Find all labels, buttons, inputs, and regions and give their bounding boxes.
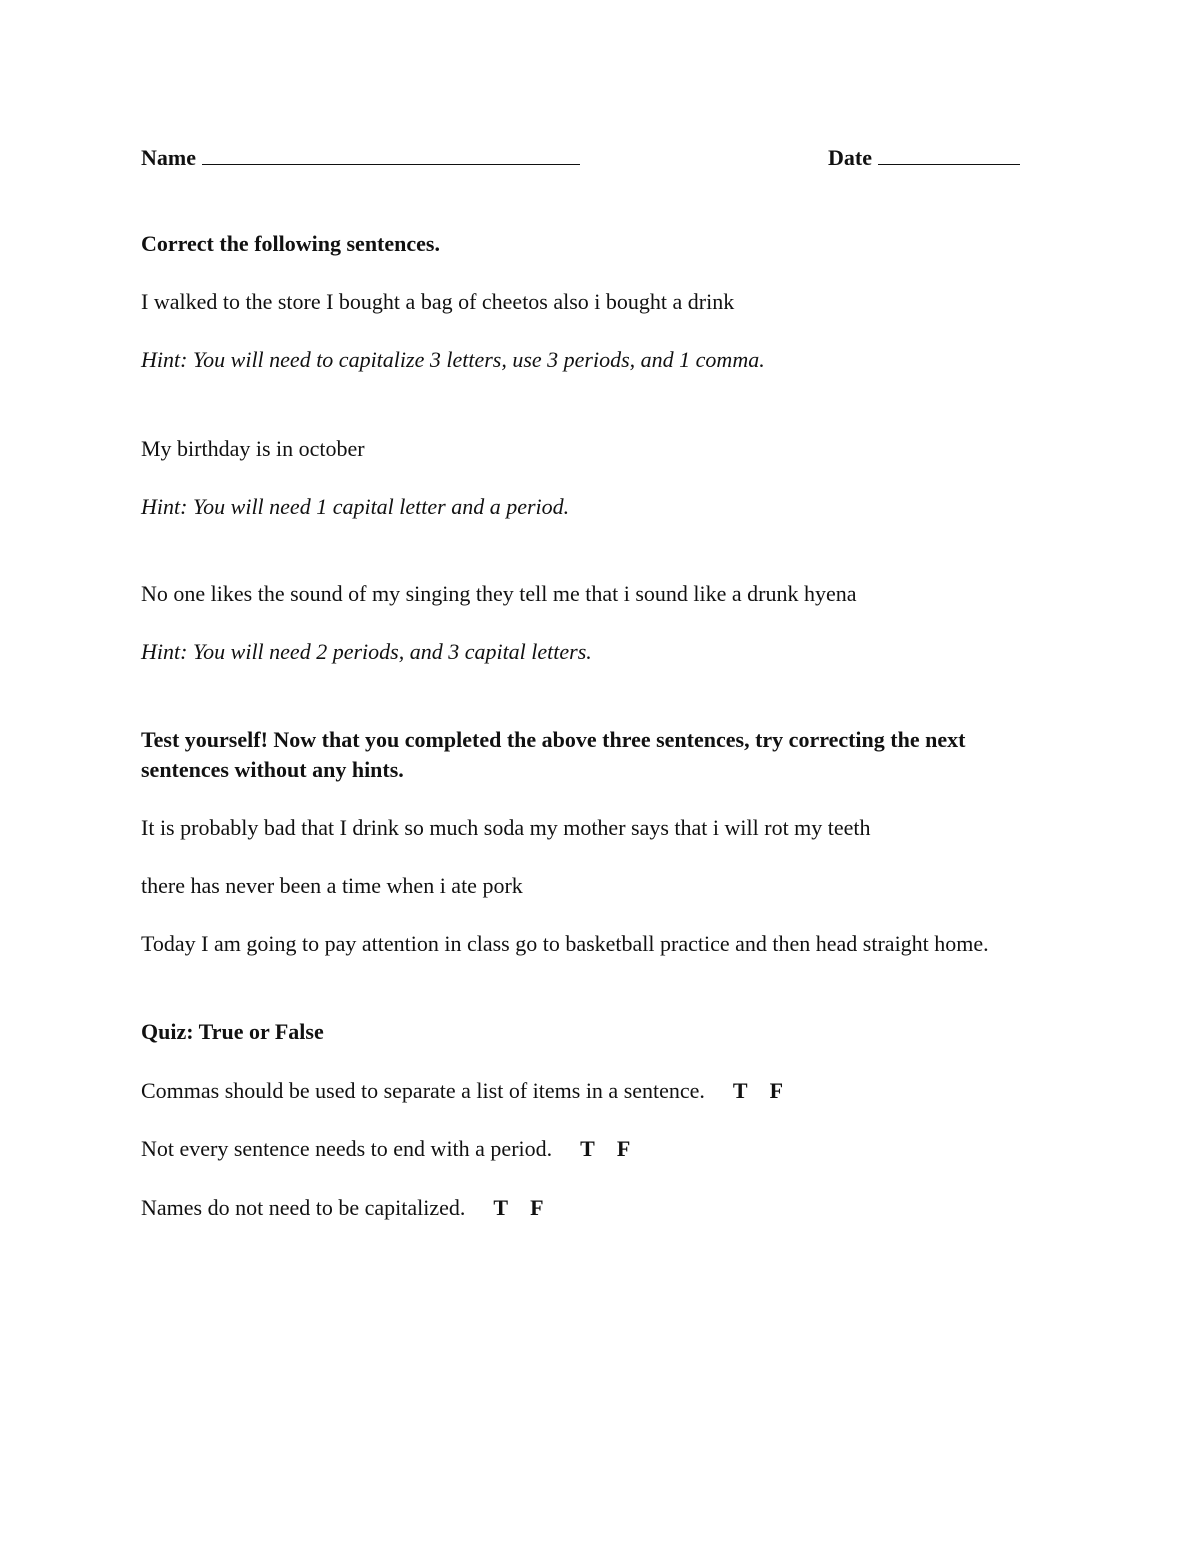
sentence: My birthday is in october (141, 436, 365, 461)
name-blank[interactable] (202, 144, 580, 165)
quiz-question (141, 1195, 544, 1221)
sentence: No one likes the sound of my singing they tell me that i sound like a drunk hyena (141, 581, 857, 606)
quiz-title: Quiz: True or False (141, 1019, 324, 1044)
sentence: It is probably bad that I drink so much soda my mother says that i will rot my teeth (141, 815, 871, 840)
section-title: Test yourself! Now that you completed the above three sentences, try correcting the next (141, 727, 966, 752)
false-option[interactable]: F (530, 1195, 544, 1220)
date-label: Date (828, 145, 872, 170)
date-blank[interactable] (878, 144, 1020, 165)
name-label: Name (141, 145, 196, 170)
sentence: Today I am going to pay attention in class go to basketball practice and then head straight home. (141, 931, 989, 956)
false-option[interactable]: F (769, 1078, 784, 1103)
quiz-question (141, 1136, 630, 1162)
true-option[interactable]: T (732, 1078, 748, 1103)
section-title: Correct the following sentences. (141, 231, 440, 256)
date-field (828, 144, 1020, 171)
sentence: I walked to the store I bought a bag of cheetos also i bought a drink (141, 289, 735, 314)
sentence: there has never been a time when i ate pork (141, 873, 523, 898)
hint: Hint: You will need 2 periods, and 3 capital letters. (141, 639, 592, 664)
hint: Hint: You will need 1 capital letter and a period. (141, 494, 570, 519)
name-field (141, 144, 580, 171)
question-text: Not every sentence needs to end with a period. (141, 1136, 553, 1161)
false-option[interactable]: F (616, 1136, 631, 1161)
section-title-cont: sentences without any hints. (141, 757, 404, 782)
question-text: Names do not need to be capitalized. (141, 1195, 466, 1220)
question-text: Commas should be used to separate a list of items in a sentence. (141, 1078, 705, 1103)
quiz-question (141, 1078, 783, 1104)
true-option[interactable]: T (580, 1136, 595, 1161)
hint: Hint: You will need to capitalize 3 letters, use 3 periods, and 1 comma. (141, 347, 765, 372)
true-option[interactable]: T (493, 1195, 509, 1220)
